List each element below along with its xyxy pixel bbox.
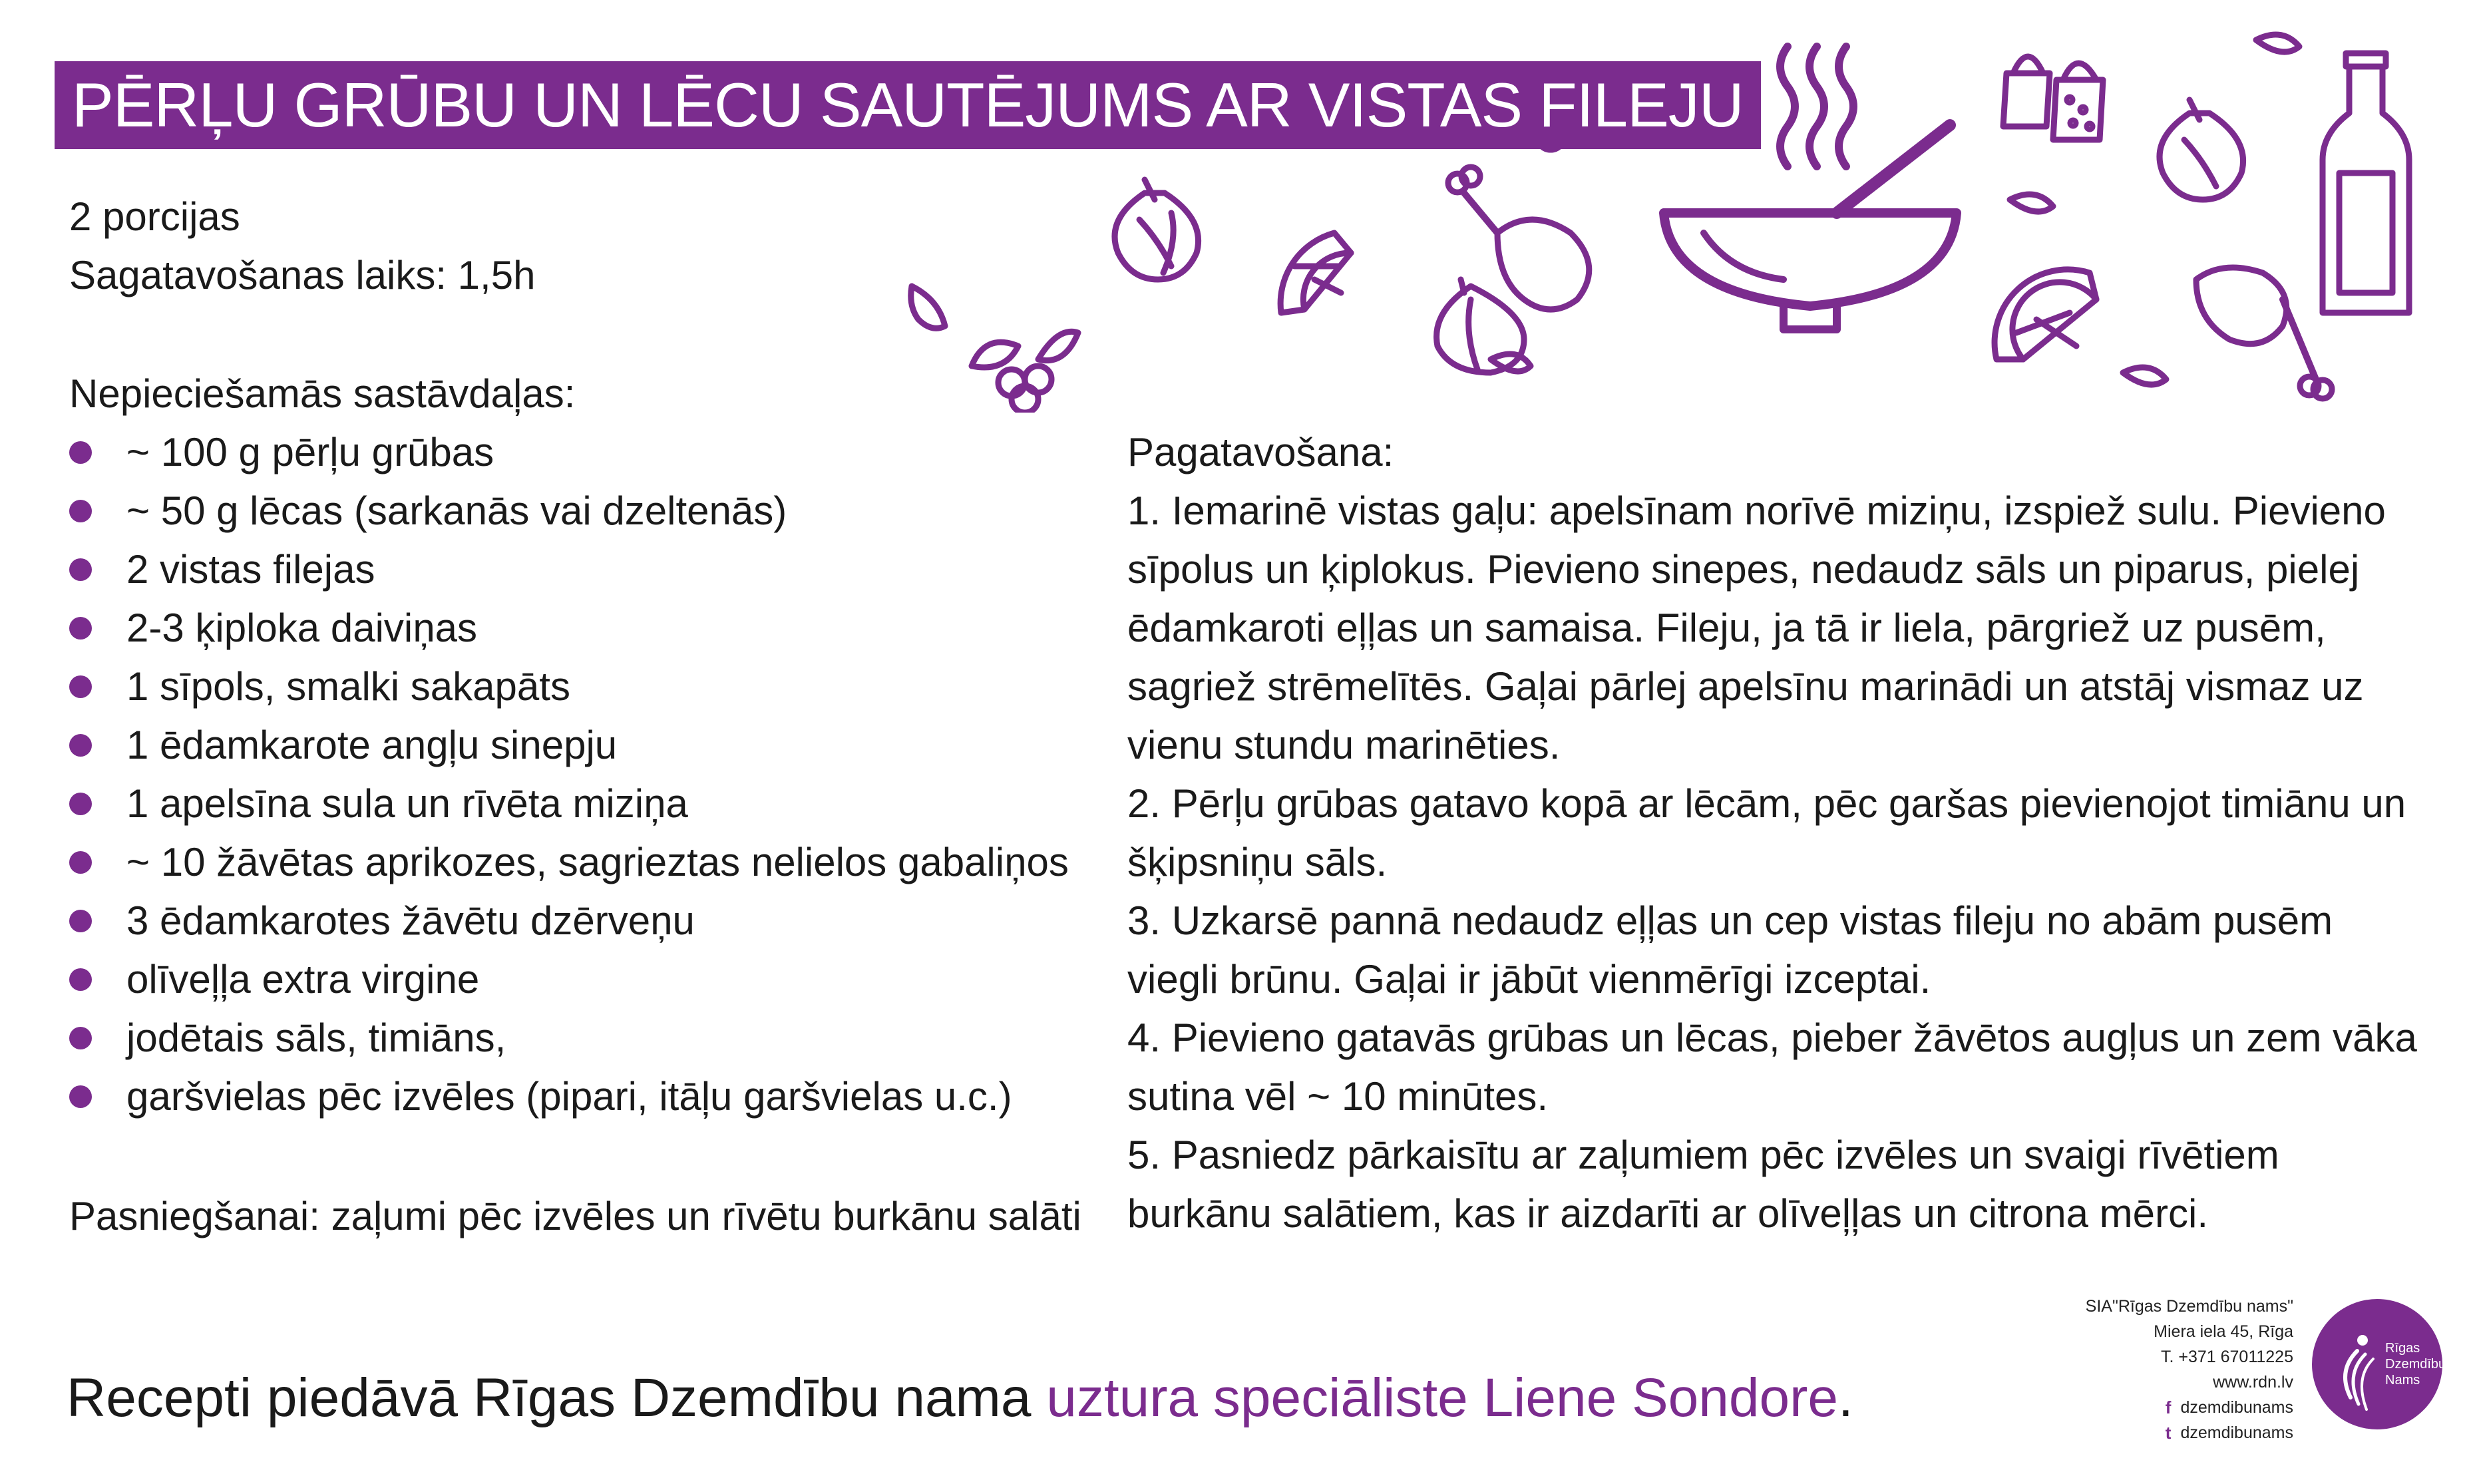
preparation (1127, 423, 2425, 1243)
preparation-step: 2. Pērļu grūbas gatavo kopā ar lēcām, pēc garšas pievienojot timiānu un šķipsniņu sāls. (1127, 781, 2406, 884)
bullet-icon (69, 793, 92, 815)
ingredients-list (69, 423, 1069, 1126)
list-item: 2 vistas filejas (69, 540, 1069, 599)
onion-icon (2160, 100, 2243, 200)
list-item: 3 ēdamkarotes žāvētu dzērveņu (69, 892, 1069, 950)
footer-specialist: uztura speciāliste Liene Sondore (1046, 1368, 1839, 1428)
bullet-icon (69, 675, 92, 698)
recipe-meta (69, 188, 535, 305)
list-item: olīveļļa extra virgine (69, 950, 1069, 1009)
bullet-icon (69, 1027, 92, 1049)
prep-time: Sagatavošanas laiks: 1,5h (69, 253, 536, 297)
facebook-icon: f (2165, 1397, 2172, 1417)
footer-credit (67, 1367, 1853, 1429)
portions: 2 porcijas (69, 194, 240, 239)
list-item: jodētais sāls, timiāns, (69, 1009, 1069, 1067)
contact-info (2086, 1294, 2293, 1445)
phone: T. +371 67011225 (2160, 1348, 2293, 1366)
address: Miera iela 45, Rīga (2154, 1322, 2293, 1341)
preparation-step: 1. Iemarinē vistas gaļu: apelsīnam norīvē miziņu, izspiež sulu. Pievieno sīpolus un ķiplokus. Pievieno sinepes, nedaudz sāls un piparus, pielej ēdamkaroti eļļas un samaisa. Fileju, ja tā ir liela, pārgriež uz pusēm, sagriež strēmelītēs. Gaļai pārlej apelsīnu marinādi un atstāj vismaz uz vienu stundu marinēties. (1127, 488, 2386, 767)
logo-text-line1: Rīgas (2385, 1341, 2420, 1356)
footer-prefix: Recepti piedāvā Rīgas Dzemdību nama (67, 1368, 1047, 1428)
preparation-step: 3. Uzkarsē pannā nedaudz eļļas un cep vistas fileju no abām pusēm viegli brūnu. Gaļai ir jābūt vienmērīgi izceptai. (1127, 898, 2333, 1002)
website-link[interactable]: www.rdn.lv (2213, 1373, 2293, 1391)
bullet-icon (69, 1085, 92, 1108)
steam-icon (1780, 47, 1853, 166)
onion-icon (1115, 180, 1199, 279)
recipe-title: PĒRĻU GRŪBU UN LĒCU SAUTĒJUMS AR VISTAS FILEJU (55, 61, 1761, 149)
preparation-step: 4. Pievieno gatavās grūbas un lēcas, pieber žāvētos augļus un zem vāka sutina vēl ~ 10 minūtes. (1127, 1016, 2417, 1119)
ingredients-heading: Nepieciešamās sastāvdaļas: (69, 371, 576, 416)
list-item: ~ 50 g lēcas (sarkanās vai dzeltenās) (69, 482, 1069, 540)
twitter-icon: t (2165, 1423, 2172, 1443)
list-item: ~ 100 g pērļu grūbas (69, 423, 1069, 482)
footer-suffix: . (1838, 1368, 1853, 1428)
bullet-icon (69, 558, 92, 581)
bullet-icon (69, 734, 92, 757)
logo-mark (2311, 1298, 2444, 1431)
logo-text-line3: Nams (2385, 1373, 2420, 1388)
list-item: ~ 10 žāvētas aprikozes, sagrieztas nelielos gabaliņos (69, 833, 1069, 892)
list-item: 2-3 ķiploka daiviņas (69, 599, 1069, 657)
bullet-icon (69, 500, 92, 522)
preparation-heading: Pagatavošana: (1127, 430, 1394, 474)
serving-suggestion: Pasniegšanai: zaļumi pēc izvēles un rīvētu burkānu salāti (69, 1194, 1081, 1238)
garlic-icon (1437, 279, 1524, 373)
bowl-icon (1664, 125, 1957, 329)
chicken-leg-icon (2196, 268, 2332, 399)
list-item: 1 ēdamkarote angļu sinepju (69, 716, 1069, 775)
twitter-link[interactable]: t dzemdibunams (2086, 1420, 2293, 1445)
bullet-icon (69, 617, 92, 640)
facebook-link[interactable]: f dzemdibunams (2086, 1395, 2293, 1420)
lemon-slice-icon (1995, 270, 2096, 359)
rdn-logo (2311, 1298, 2444, 1431)
bullet-icon (69, 851, 92, 874)
bullet-icon (69, 910, 92, 932)
bullet-icon (69, 441, 92, 464)
chicken-leg-icon (1448, 167, 1589, 309)
logo-text-line2: Dzemdību (2385, 1357, 2444, 1372)
preparation-step: 5. Pasniedz pārkaisītu ar zaļumiem pēc izvēles un svaigi rīvētiem burkānu salātiem, kas ir aizdarīti ar olīveļļas un citrona mērci. (1127, 1133, 2279, 1236)
bullet-icon (69, 968, 92, 991)
oil-bottle-icon (2323, 53, 2409, 313)
lemon-slice-icon (1280, 233, 1351, 313)
list-item: garšvielas pēc izvēles (pipari, itāļu garšvielas u.c.) (69, 1067, 1069, 1126)
salt-pepper-icon (2003, 57, 2103, 140)
company-name: SIA"Rīgas Dzemdību nams" (2085, 1297, 2293, 1316)
list-item: 1 apelsīna sula un rīvēta miziņa (69, 775, 1069, 833)
list-item: 1 sīpols, smalki sakapāts (69, 657, 1069, 716)
